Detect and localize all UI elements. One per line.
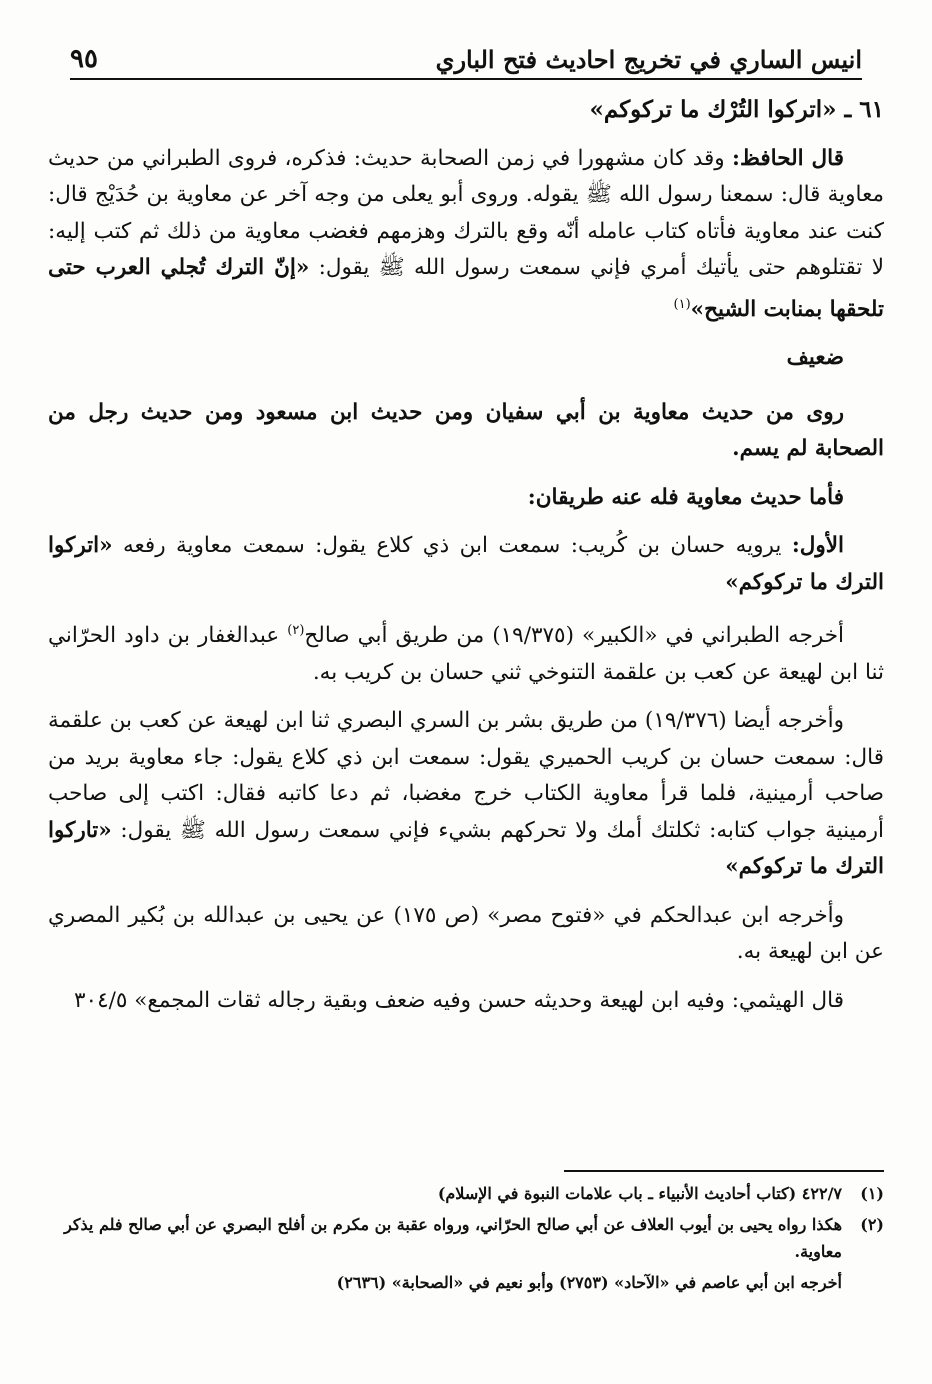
hafiz-label: قال الحافظ:	[732, 145, 845, 171]
tabarani-text-a: أخرجه الطبراني في «الكبير» (١٩/٣٧٥) من طريق أبي صالح	[304, 623, 844, 649]
also-quote: «تاركوا الترك ما تركوكم»	[48, 817, 884, 880]
footnote-item	[48, 1180, 884, 1207]
footnote-number: (١)	[860, 1184, 884, 1203]
hadith-text: «اتركوا التُرْك ما تركوكم»	[589, 96, 837, 123]
hafiz-text: وقد كان مشهورا في زمن الصحابة حديث: فذكره، فروى الطبراني من حديث معاوية قال: سمعنا رسول الله ﷺ يقوله. وروى أبو يعلى من وجه آخر عن معاوية بن حُدَيْج قال: كنت عند معاوية فأتاه كتاب عامله أنّه وقع بالترك وهزمهم فغضب معاوية من ذلك ثم كتب إليه: لا تقتلوهم حتى يأتيك أمري فإني سمعت رسول الله ﷺ يقول:	[48, 145, 884, 280]
hadith-number: ٦١	[859, 96, 884, 123]
footnote-text: ٤٢٢/٧ (كتاب أحاديث الأنبياء ـ باب علامات النبوة في الإسلام)	[437, 1184, 842, 1203]
tabarani-text-b: عبدالغفار بن داود الحرّاني ثنا ابن لهيعة عن كعب بن علقمة التنوخي ثني حسان بن كريب به.	[48, 623, 884, 685]
paragraph-first-route	[48, 528, 884, 601]
footnote-number: (٢)	[860, 1215, 884, 1234]
first-route-text: يرويه حسان بن كُريب: سمعت ابن ذي كلاع يقول: سمعت معاوية رفعه	[112, 533, 792, 559]
footnote-ref-2[interactable]: (٢)	[287, 623, 305, 639]
hafiz-quote: «إنّ الترك تُجلي العرب حتى تلحقها بمنابت الشيح»	[48, 255, 884, 322]
paragraph-tabarani	[48, 613, 884, 691]
main-text	[48, 92, 884, 1031]
paragraph-hafiz	[48, 141, 884, 329]
paragraph-two-routes: فأما حديث معاوية فله عنه طريقان:	[527, 484, 844, 510]
footnote-text: هكذا رواه يحيى بن أيوب العلاف عن أبي صالح الحرّاني، ورواه عقبة بن مكرم بن أفلح البصري عن أبي صالح فلم يذكر معاوية.	[64, 1215, 842, 1261]
paragraph-narrations: روى من حديث معاوية بن أبي سفيان ومن حديث ابن مسعود ومن حديث رجل من الصحابة لم يسم.	[48, 399, 884, 462]
page-number: ٩٥	[70, 44, 98, 74]
paragraph-abdulhakam: وأخرجه ابن عبدالحكم في «فتوح مصر» (ص ١٧٥) عن يحيى بن عبدالله بن بُكير المصري عن ابن لهيعة به.	[48, 902, 884, 965]
footnote-ref-1[interactable]: (١)	[673, 296, 691, 312]
footnote-continuation: أخرجه ابن أبي عاصم في «الآحاد» (٢٧٥٣) وأبو نعيم في «الصحابة» (٢٦٣٦)	[336, 1273, 842, 1292]
book-title: انيس الساري في تخريج احاديث فتح الباري	[435, 45, 862, 74]
hadith-dash: ـ	[844, 96, 852, 123]
hadith-heading	[48, 92, 884, 129]
footnote-item	[48, 1211, 884, 1265]
page-header	[70, 34, 862, 80]
footnotes	[48, 1170, 884, 1296]
paragraph-haythami: قال الهيثمي: وفيه ابن لهيعة وحديثه حسن وفيه ضعف وبقية رجاله ثقات المجمع» ٣٠٤/٥	[73, 987, 844, 1013]
also-text: وأخرجه أيضا (١٩/٣٧٦) من طريق بشر بن السري البصري ثنا ابن لهيعة عن كعب بن علقمة قال: سمعت حسان بن كريب الحميري يقول: سمعت ابن ذي كلاع يقول: جاء معاوية بريد من صاحب أرمينية، فلما قرأ معاوية الكتاب خرج مغضبا، ثم دعا كاتبه فقال: اكتب إلى صاحب أرمينية جواب كتابه: ثكلتك أمك ولا تحركهم بشيء فإني سمعت رسول الله ﷺ يقول:	[48, 708, 884, 843]
verdict: ضعيف	[786, 345, 844, 371]
paragraph-also	[48, 703, 884, 886]
footnote-divider	[564, 1170, 884, 1172]
first-route-quote: «اتركوا الترك ما تركوكم»	[48, 533, 884, 595]
first-route-label: الأول:	[791, 533, 844, 559]
